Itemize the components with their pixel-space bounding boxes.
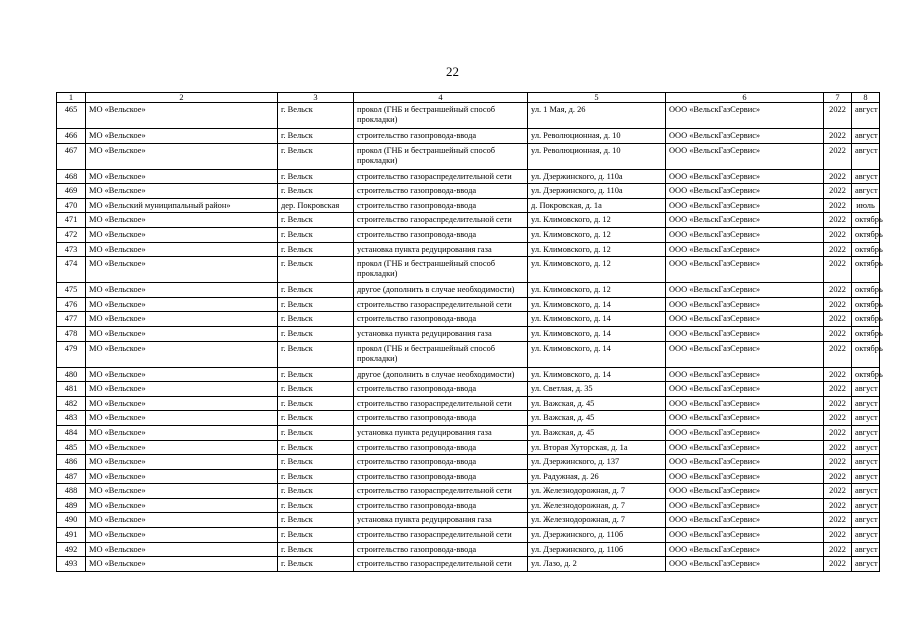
settlement-cell: г. Вельск [278,382,354,397]
row-number: 488 [57,484,86,499]
address-cell: ул. Важская, д. 45 [528,396,666,411]
year-cell: 2022 [824,227,852,242]
table-row [57,297,880,312]
month-cell: октябрь [852,283,880,298]
settlement-cell: г. Вельск [278,312,354,327]
settlement-cell: г. Вельск [278,542,354,557]
settlement-cell: г. Вельск [278,227,354,242]
table-row [57,411,880,426]
row-number: 484 [57,425,86,440]
work-type-cell: строительство газораспределительной сети [354,557,528,572]
table-row [57,484,880,499]
address-cell: ул. Радужная, д. 26 [528,469,666,484]
month-cell: август [852,557,880,572]
table-row [57,542,880,557]
row-number: 480 [57,367,86,382]
municipality-cell: МО «Вельское» [86,257,278,283]
work-type-cell: прокол (ГНБ и бестраншейный способ прокладки) [354,103,528,129]
settlement-cell: г. Вельск [278,184,354,199]
year-cell: 2022 [824,528,852,543]
year-cell: 2022 [824,257,852,283]
municipality-cell: МО «Вельское» [86,425,278,440]
month-cell: октябрь [852,341,880,367]
month-cell: август [852,455,880,470]
municipality-cell: МО «Вельское» [86,341,278,367]
table-row [57,326,880,341]
work-type-cell: строительство газораспределительной сети [354,528,528,543]
year-cell: 2022 [824,198,852,213]
row-number: 474 [57,257,86,283]
work-type-cell: другое (дополнить в случае необходимости) [354,283,528,298]
work-type-cell: строительство газопровода-ввода [354,198,528,213]
work-type-cell: строительство газопровода-ввода [354,129,528,144]
organization-cell: ООО «ВельскГазСервис» [666,469,824,484]
year-cell: 2022 [824,498,852,513]
year-cell: 2022 [824,382,852,397]
organization-cell: ООО «ВельскГазСервис» [666,184,824,199]
year-cell: 2022 [824,297,852,312]
row-number: 485 [57,440,86,455]
settlement-cell: г. Вельск [278,498,354,513]
month-cell: август [852,542,880,557]
settlement-cell: г. Вельск [278,455,354,470]
organization-cell: ООО «ВельскГазСервис» [666,283,824,298]
month-cell: октябрь [852,367,880,382]
column-header: 5 [528,93,666,103]
municipality-cell: МО «Вельское» [86,396,278,411]
settlement-cell: г. Вельск [278,341,354,367]
row-number: 472 [57,227,86,242]
row-number: 476 [57,297,86,312]
year-cell: 2022 [824,326,852,341]
table-row [57,227,880,242]
row-number: 466 [57,129,86,144]
table-row [57,367,880,382]
work-type-cell: прокол (ГНБ и бестраншейный способ прокладки) [354,257,528,283]
month-cell: октябрь [852,312,880,327]
organization-cell: ООО «ВельскГазСервис» [666,103,824,129]
organization-cell: ООО «ВельскГазСервис» [666,297,824,312]
address-cell: ул. Климовского, д. 14 [528,326,666,341]
month-cell: октябрь [852,213,880,228]
table-row [57,455,880,470]
work-type-cell: установка пункта редуцирования газа [354,425,528,440]
table-row [57,382,880,397]
work-type-cell: строительство газопровода-ввода [354,440,528,455]
month-cell: август [852,169,880,184]
settlement-cell: г. Вельск [278,129,354,144]
table-row [57,528,880,543]
municipality-cell: МО «Вельское» [86,367,278,382]
month-cell: август [852,129,880,144]
work-type-cell: строительство газопровода-ввода [354,411,528,426]
year-cell: 2022 [824,283,852,298]
year-cell: 2022 [824,312,852,327]
municipality-cell: МО «Вельское» [86,326,278,341]
organization-cell: ООО «ВельскГазСервис» [666,242,824,257]
municipality-cell: МО «Вельское» [86,411,278,426]
settlement-cell: г. Вельск [278,396,354,411]
row-number: 491 [57,528,86,543]
row-number: 477 [57,312,86,327]
year-cell: 2022 [824,396,852,411]
organization-cell: ООО «ВельскГазСервис» [666,143,824,169]
settlement-cell: г. Вельск [278,367,354,382]
municipality-cell: МО «Вельское» [86,513,278,528]
year-cell: 2022 [824,129,852,144]
address-cell: ул. Лазо, д. 2 [528,557,666,572]
year-cell: 2022 [824,484,852,499]
row-number: 467 [57,143,86,169]
year-cell: 2022 [824,513,852,528]
month-cell: август [852,513,880,528]
municipality-cell: МО «Вельское» [86,557,278,572]
settlement-cell: г. Вельск [278,425,354,440]
year-cell: 2022 [824,341,852,367]
municipality-cell: МО «Вельское» [86,227,278,242]
address-cell: ул. Климовского, д. 12 [528,227,666,242]
column-header: 4 [354,93,528,103]
table-row [57,396,880,411]
settlement-cell: г. Вельск [278,257,354,283]
municipality-cell: МО «Вельское» [86,469,278,484]
municipality-cell: МО «Вельское» [86,169,278,184]
table-row [57,143,880,169]
table-row [57,213,880,228]
row-number: 487 [57,469,86,484]
settlement-cell: г. Вельск [278,528,354,543]
work-type-cell: строительство газораспределительной сети [354,297,528,312]
month-cell: август [852,411,880,426]
settlement-cell: г. Вельск [278,557,354,572]
work-type-cell: строительство газораспределительной сети [354,169,528,184]
address-cell: ул. Вторая Хуторская, д. 1а [528,440,666,455]
settlement-cell: г. Вельск [278,513,354,528]
address-cell: ул. Климовского, д. 12 [528,242,666,257]
municipality-cell: МО «Вельское» [86,283,278,298]
row-number: 475 [57,283,86,298]
work-type-cell: строительство газопровода-ввода [354,498,528,513]
municipality-cell: МО «Вельское» [86,213,278,228]
row-number: 481 [57,382,86,397]
address-cell: ул. Климовского, д. 14 [528,297,666,312]
table-row [57,184,880,199]
table-row [57,283,880,298]
municipality-cell: МО «Вельское» [86,103,278,129]
address-cell: ул. Климовского, д. 14 [528,367,666,382]
row-number: 465 [57,103,86,129]
settlement-cell: г. Вельск [278,242,354,257]
month-cell: август [852,143,880,169]
municipality-cell: МО «Вельское» [86,382,278,397]
organization-cell: ООО «ВельскГазСервис» [666,484,824,499]
address-cell: д. Покровская, д. 1а [528,198,666,213]
settlement-cell: г. Вельск [278,283,354,298]
settlement-cell: г. Вельск [278,103,354,129]
work-type-cell: строительство газораспределительной сети [354,396,528,411]
organization-cell: ООО «ВельскГазСервис» [666,396,824,411]
organization-cell: ООО «ВельскГазСервис» [666,425,824,440]
month-cell: июль [852,198,880,213]
address-cell: ул. Железнодорожная, д. 7 [528,513,666,528]
table-row [57,198,880,213]
work-type-cell: установка пункта редуцирования газа [354,513,528,528]
settlement-cell: г. Вельск [278,143,354,169]
address-cell: ул. Климовского, д. 12 [528,213,666,228]
organization-cell: ООО «ВельскГазСервис» [666,312,824,327]
year-cell: 2022 [824,469,852,484]
header-row [57,93,880,103]
year-cell: 2022 [824,557,852,572]
month-cell: август [852,440,880,455]
address-cell: ул. Дзержинского, д. 110а [528,169,666,184]
work-type-cell: строительство газопровода-ввода [354,469,528,484]
month-cell: октябрь [852,326,880,341]
address-cell: ул. Дзержинского, д. 137 [528,455,666,470]
month-cell: октябрь [852,227,880,242]
registry-table [56,92,883,572]
month-cell: август [852,498,880,513]
settlement-cell: дер. Покровская [278,198,354,213]
row-number: 482 [57,396,86,411]
column-header: 3 [278,93,354,103]
table-row [57,169,880,184]
column-header: 2 [86,93,278,103]
organization-cell: ООО «ВельскГазСервис» [666,382,824,397]
row-number: 486 [57,455,86,470]
settlement-cell: г. Вельск [278,213,354,228]
work-type-cell: строительство газораспределительной сети [354,484,528,499]
table-row [57,257,880,283]
municipality-cell: МО «Вельское» [86,312,278,327]
row-number: 471 [57,213,86,228]
year-cell: 2022 [824,440,852,455]
work-type-cell: прокол (ГНБ и бестраншейный способ прокладки) [354,341,528,367]
organization-cell: ООО «ВельскГазСервис» [666,326,824,341]
column-header: 6 [666,93,824,103]
municipality-cell: МО «Вельское» [86,528,278,543]
work-type-cell: установка пункта редуцирования газа [354,242,528,257]
address-cell: ул. Революционная, д. 10 [528,129,666,144]
organization-cell: ООО «ВельскГазСервис» [666,367,824,382]
address-cell: ул. Климовского, д. 14 [528,312,666,327]
table-row [57,469,880,484]
address-cell: ул. Важская, д. 45 [528,411,666,426]
year-cell: 2022 [824,242,852,257]
month-cell: август [852,396,880,411]
address-cell: ул. Железнодорожная, д. 7 [528,498,666,513]
column-header: 7 [824,93,852,103]
row-number: 470 [57,198,86,213]
year-cell: 2022 [824,425,852,440]
row-number: 490 [57,513,86,528]
row-number: 478 [57,326,86,341]
page-number: 22 [446,64,459,79]
row-number: 492 [57,542,86,557]
address-cell: ул. Климовского, д. 12 [528,283,666,298]
work-type-cell: строительство газопровода-ввода [354,184,528,199]
row-number: 483 [57,411,86,426]
table-body [57,103,883,572]
municipality-cell: МО «Вельский муниципальный район» [86,198,278,213]
year-cell: 2022 [824,143,852,169]
work-type-cell: другое (дополнить в случае необходимости) [354,367,528,382]
month-cell: октябрь [852,257,880,283]
work-type-cell: строительство газопровода-ввода [354,382,528,397]
year-cell: 2022 [824,169,852,184]
year-cell: 2022 [824,184,852,199]
row-number: 493 [57,557,86,572]
work-type-cell: строительство газопровода-ввода [354,455,528,470]
address-cell: ул. Светлая, д. 35 [528,382,666,397]
municipality-cell: МО «Вельское» [86,242,278,257]
column-header: 8 [852,93,880,103]
organization-cell: ООО «ВельскГазСервис» [666,557,824,572]
table-row [57,341,880,367]
row-number: 468 [57,169,86,184]
settlement-cell: г. Вельск [278,440,354,455]
municipality-cell: МО «Вельское» [86,143,278,169]
row-number: 479 [57,341,86,367]
table-row [57,425,880,440]
table-row [57,103,880,129]
address-cell: ул. Дзержинского, д. 110б [528,528,666,543]
year-cell: 2022 [824,213,852,228]
organization-cell: ООО «ВельскГазСервис» [666,227,824,242]
organization-cell: ООО «ВельскГазСервис» [666,257,824,283]
month-cell: август [852,382,880,397]
year-cell: 2022 [824,455,852,470]
month-cell: август [852,103,880,129]
address-cell: ул. 1 Мая, д. 26 [528,103,666,129]
settlement-cell: г. Вельск [278,411,354,426]
municipality-cell: МО «Вельское» [86,440,278,455]
settlement-cell: г. Вельск [278,169,354,184]
month-cell: август [852,469,880,484]
address-cell: ул. Революционная, д. 10 [528,143,666,169]
month-cell: октябрь [852,242,880,257]
year-cell: 2022 [824,411,852,426]
table-row [57,440,880,455]
month-cell: август [852,425,880,440]
work-type-cell: строительство газопровода-ввода [354,312,528,327]
table-row [57,242,880,257]
municipality-cell: МО «Вельское» [86,542,278,557]
address-cell: ул. Климовского, д. 12 [528,257,666,283]
municipality-cell: МО «Вельское» [86,455,278,470]
month-cell: октябрь [852,297,880,312]
table-row [57,129,880,144]
municipality-cell: МО «Вельское» [86,498,278,513]
address-cell: ул. Важская, д. 45 [528,425,666,440]
organization-cell: ООО «ВельскГазСервис» [666,498,824,513]
work-type-cell: строительство газопровода-ввода [354,227,528,242]
year-cell: 2022 [824,542,852,557]
organization-cell: ООО «ВельскГазСервис» [666,411,824,426]
work-type-cell: строительство газораспределительной сети [354,213,528,228]
row-number: 469 [57,184,86,199]
address-cell: ул. Климовского, д. 14 [528,341,666,367]
table-row [57,312,880,327]
table-row [57,513,880,528]
work-type-cell: установка пункта редуцирования газа [354,326,528,341]
settlement-cell: г. Вельск [278,297,354,312]
settlement-cell: г. Вельск [278,484,354,499]
month-cell: август [852,184,880,199]
organization-cell: ООО «ВельскГазСервис» [666,528,824,543]
address-cell: ул. Дзержинского, д. 110б [528,542,666,557]
organization-cell: ООО «ВельскГазСервис» [666,198,824,213]
month-cell: август [852,484,880,499]
organization-cell: ООО «ВельскГазСервис» [666,542,824,557]
municipality-cell: МО «Вельское» [86,484,278,499]
organization-cell: ООО «ВельскГазСервис» [666,129,824,144]
address-cell: ул. Дзержинского, д. 110а [528,184,666,199]
organization-cell: ООО «ВельскГазСервис» [666,455,824,470]
year-cell: 2022 [824,367,852,382]
address-cell: ул. Железнодорожная, д. 7 [528,484,666,499]
year-cell: 2022 [824,103,852,129]
organization-cell: ООО «ВельскГазСервис» [666,213,824,228]
table-row [57,498,880,513]
row-number: 489 [57,498,86,513]
month-cell: август [852,528,880,543]
municipality-cell: МО «Вельское» [86,129,278,144]
work-type-cell: строительство газопровода-ввода [354,542,528,557]
organization-cell: ООО «ВельскГазСервис» [666,341,824,367]
row-number: 473 [57,242,86,257]
organization-cell: ООО «ВельскГазСервис» [666,169,824,184]
column-header: 1 [57,93,86,103]
municipality-cell: МО «Вельское» [86,184,278,199]
table-row [57,557,880,572]
organization-cell: ООО «ВельскГазСервис» [666,513,824,528]
settlement-cell: г. Вельск [278,469,354,484]
settlement-cell: г. Вельск [278,326,354,341]
work-type-cell: прокол (ГНБ и бестраншейный способ прокладки) [354,143,528,169]
organization-cell: ООО «ВельскГазСервис» [666,440,824,455]
municipality-cell: МО «Вельское» [86,297,278,312]
